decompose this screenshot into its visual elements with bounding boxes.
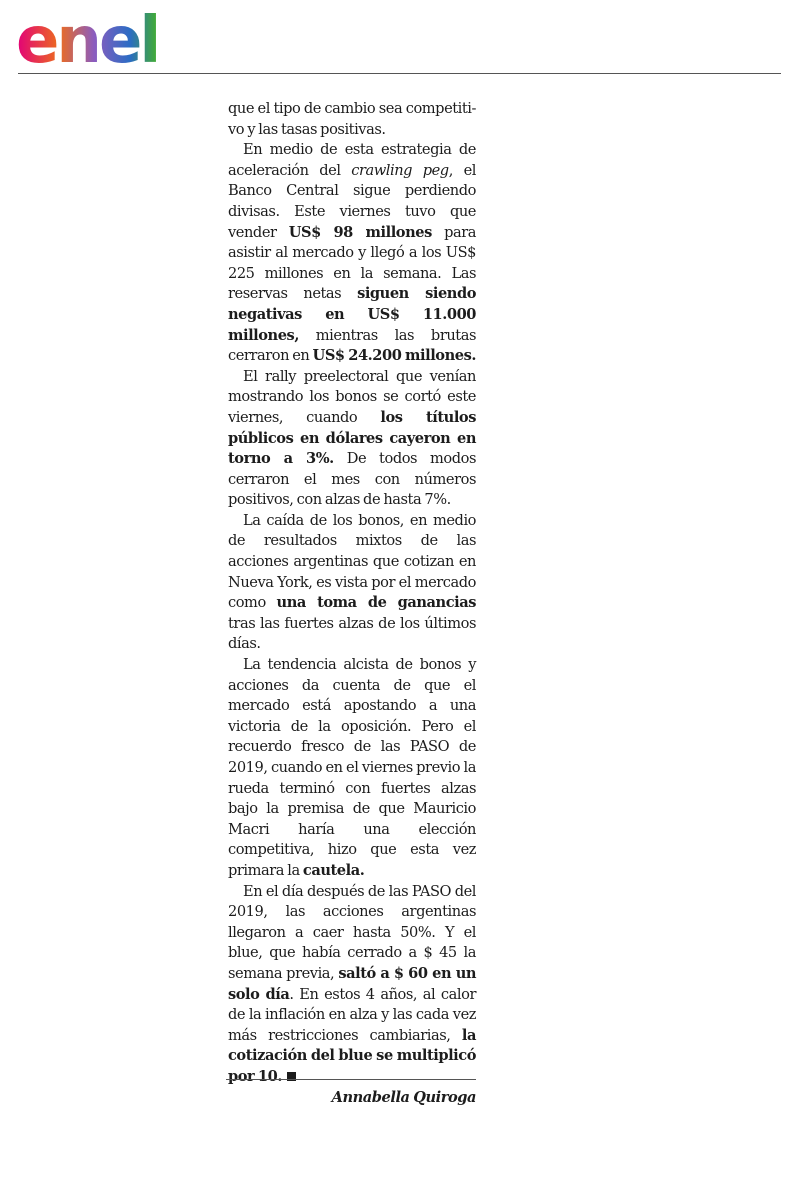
enel-logo [16, 4, 186, 70]
article-paragraph-2 [228, 140, 476, 367]
bold-highlight: los títulos públicos en dólares cayeron en torno a 3%. [228, 408, 476, 468]
paragraph-text: que el tipo de cambio sea competiti-vo y las tasas positivas. [228, 100, 476, 138]
paragraph-text: En el día después de las PASO del 2019, las acciones argentinas llegaron a caer hasta 50%. Y el blue, que había cerrado a $ 45 la semana previa, [228, 882, 476, 982]
paragraph-text: La tendencia alcista de bonos y acciones da cuenta de que el mercado está apostando a una victoria de la oposición. Pero el recuerdo fresco de las PASO de 2019, cuando en el viernes previo la rueda terminó con fuertes alzas bajo la premisa de que Mauricio Macri haría una elección competitiva, hizo que esta vez primara la [228, 656, 476, 879]
article-paragraph-3 [228, 367, 476, 511]
paragraph-text: , el Banco Central sigue perdiendo divisas. Este viernes tuvo que vender [228, 161, 476, 241]
paragraph-text: tras las fuertes alzas de los últimos días. [228, 614, 476, 653]
paragraph-text: En medio de esta estrategia de aceleración del [228, 141, 476, 179]
bold-highlight: saltó a $ 60 en un solo día [228, 964, 477, 1003]
footer-rule [226, 1079, 476, 1080]
paragraph-text: mientras las brutas cerraron en [228, 326, 476, 365]
article-paragraph-5 [228, 655, 476, 882]
paragraph-text: El rally preelectoral que venían mostrando los bonos se cortó este viernes, cuando [228, 367, 476, 426]
bold-highlight: US$ 24.200 millones. [312, 347, 476, 365]
bold-highlight: la cotización del blue se multiplicó por 10. [228, 1026, 476, 1085]
bold-highlight: una toma de ganancias [276, 594, 476, 612]
bold-highlight: cautela. [302, 861, 365, 879]
author-byline: Annabella Quiroga [331, 1088, 476, 1106]
article-paragraph-1 [228, 99, 476, 140]
paragraph-text: De todos modos cerraron el mes con números positivos, con alzas de hasta 7%. [228, 450, 477, 509]
article-column [228, 99, 476, 1108]
paragraph-text: . En estos 4 años, al calor de la inflación en alza y las cada vez más restricciones cambiarias, [228, 985, 476, 1044]
article-paragraph-4 [228, 511, 476, 655]
paragraph-text: La caída de los bonos, en medio de resultados mixtos de las acciones argentinas que cotizan en Nueva York, es vista por el mercado como [228, 511, 476, 612]
bold-highlight: US$ 98 millones [288, 223, 432, 241]
italic-text: crawling peg [351, 161, 449, 179]
bold-highlight: siguen siendo negativas en US$ 11.000 millones, [228, 285, 476, 344]
paragraph-text: para asistir al mercado y llegó a los US$ 225 millones en la semana. Las reservas netas [228, 223, 476, 303]
article-paragraph-6 [228, 882, 476, 1088]
logo-wordmark: enel [16, 4, 159, 70]
header-rule [18, 73, 781, 74]
